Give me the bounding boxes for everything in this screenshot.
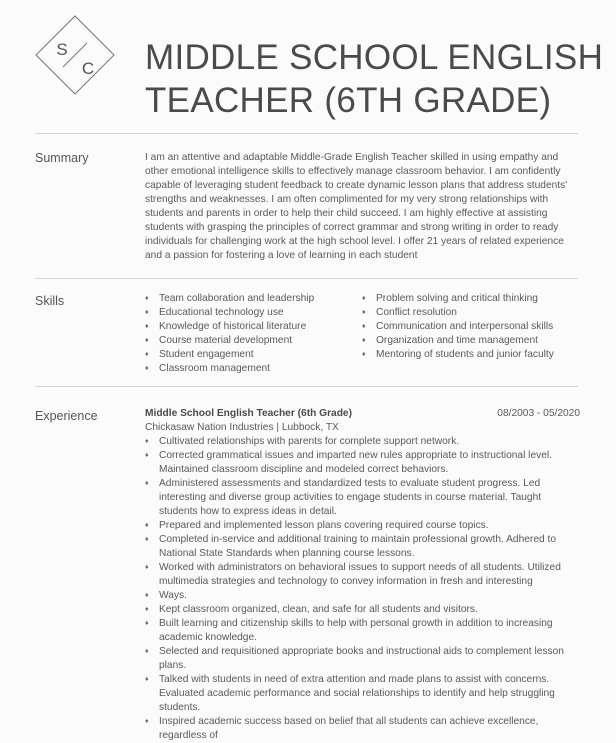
title-line-1: MIDDLE SCHOOL ENGLISH	[145, 38, 604, 77]
job-bullet: ♦ Cultivated relationships with parents for complete support network.	[145, 435, 580, 449]
job-company: Chickasaw Nation Industries | Lubbock, TX	[145, 422, 339, 433]
skill-item: ♦ Mentoring of students and junior faculty	[362, 348, 579, 362]
skill-item: ♦ Communication and interpersonal skills	[362, 320, 579, 334]
job-bullet: ♦ Corrected grammatical issues and imparted new rules appropriate to instructional level. Maintained classroom discipline and modeled correct behaviors.	[145, 449, 580, 477]
job-bullet: ♦ Administered assessments and standardized tests to evaluate student progress. Led interesting and diverse group activities to engage students in course material. Taught students how to express ideas in detail.	[145, 477, 580, 519]
skill-item: ♦ Conflict resolution	[362, 306, 579, 320]
skill-item: ♦ Educational technology use	[145, 306, 362, 320]
job-bullet: ♦ Prepared and implemented lesson plans covering required course topics.	[145, 519, 580, 533]
divider	[35, 278, 578, 279]
monogram-logo	[35, 15, 115, 95]
skill-item: ♦ Classroom management	[145, 362, 362, 376]
divider	[35, 133, 578, 134]
skills-column-2	[362, 292, 579, 376]
title-line-2: TEACHER (6TH GRADE)	[145, 81, 552, 120]
job-bullet: ♦ Ways.	[145, 589, 580, 603]
summary-text: I am an attentive and adaptable Middle-Grade English Teacher skilled in using empathy and other emotional intelligence skills to effectively manage classroom behavior. I am confidently capable of leveraging student feedback to create dynamic lesson plans that address students' strengths and weaknesses. I am often complimented for my very strong relationships with students and parents in order to help their child succeed. I am highly effective at assisting students with grasping the principles of correct grammar and strong writing in order to ready individuals for challenging work at the high school level. I offer 21 years of related experience and a passion for fostering a love of learning in each student	[145, 152, 568, 261]
skill-item: ♦ Organization and time management	[362, 334, 579, 348]
divider	[35, 386, 578, 387]
job-bullet: ♦ Built learning and citizenship skills to help with personal growth in addition to increasing academic knowledge.	[145, 617, 580, 645]
skill-item: ♦ Course material development	[145, 334, 362, 348]
skill-item: ♦ Problem solving and critical thinking	[362, 292, 579, 306]
job-bullet: ♦ Worked with administrators on behavioral issues to support needs of all students. Utilized multimedia strategies and technology to convey information in fresh and interesting	[145, 561, 580, 589]
skill-item: ♦ Student engagement	[145, 348, 362, 362]
job-bullets	[145, 435, 580, 743]
skills-heading: Skills	[35, 294, 65, 308]
logo-initial-c: C	[81, 59, 95, 78]
job-bullet: ♦ Completed in-service and additional training to maintain professional growth. Adhered to National State Standards when planning course lessons.	[145, 533, 580, 561]
experience-entry	[145, 407, 580, 743]
job-bullet: ♦ Talked with students in need of extra attention and made plans to assist with concerns. Evaluated academic performance and social relationships to identify and help struggling students.	[145, 673, 580, 715]
summary-heading: Summary	[35, 151, 89, 165]
skill-item: ♦ Team collaboration and leadership	[145, 292, 362, 306]
job-bullet: ♦ Selected and requisitioned appropriate books and instructional aids to complement lesson plans.	[145, 645, 580, 673]
skills-list	[145, 292, 580, 376]
logo-initial-s: S	[56, 40, 68, 59]
job-bullet: ♦ Kept classroom organized, clean, and safe for all students and visitors.	[145, 603, 580, 617]
experience-heading: Experience	[35, 409, 98, 423]
skills-column-1	[145, 292, 362, 376]
job-bullet: ♦ Inspired academic success based on belief that all students can achieve excellence, regardless of	[145, 715, 580, 743]
page-title	[145, 36, 603, 122]
skill-item: ♦ Knowledge of historical literature	[145, 320, 362, 334]
job-dates: 08/2003 - 05/2020	[497, 408, 580, 419]
job-title: Middle School English Teacher (6th Grade)	[145, 408, 352, 419]
